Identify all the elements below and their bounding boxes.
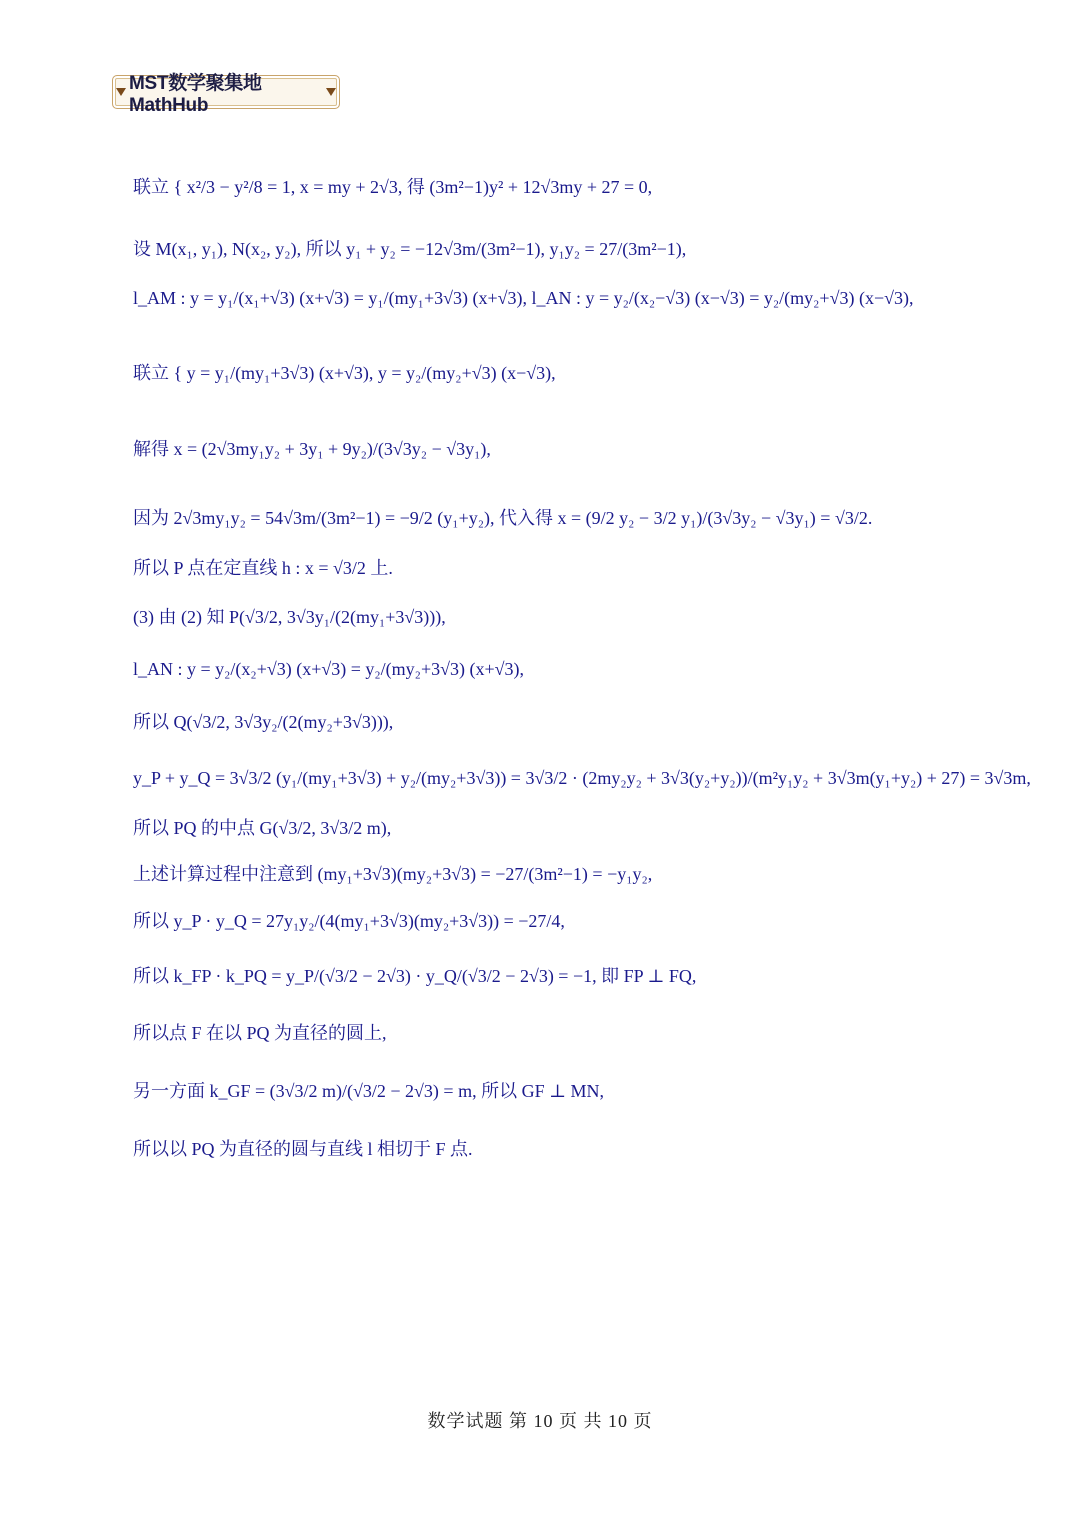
- solution-line: 另一方面 k_GF = (3√3/2 m)/(√3/2 − 2√3) = m, 所以 GF ⊥ MN,: [133, 1081, 605, 1101]
- solution-line: 上述计算过程中注意到 (my₁+3√3)(my₂+3√3) = −27/(3m²−1) = −y₁y₂,: [133, 864, 653, 884]
- solution-line: 所以 PQ 的中点 G(√3/2, 3√3/2 m),: [133, 818, 392, 838]
- page-footer: 数学试题 第 10 页 共 10 页: [427, 1411, 653, 1431]
- solution-line: y_P + y_Q = 3√3/2 (y₁/(my₁+3√3) + y₂/(my₂+3√3)) = 3√3/2 · (2my₂y₂ + 3√3(y₂+y₂))/(m²y₁y₂ + 3√3m(y₁+y₂) + 27) = 3√3m,: [133, 768, 1031, 788]
- triangle-down-icon: [116, 88, 126, 96]
- mathhub-badge: [112, 72, 340, 116]
- solution-line: 解得 x = (2√3my₁y₂ + 3y₁ + 9y₂)/(3√3y₂ − √3y₁),: [133, 439, 491, 459]
- solution-line: 设 M(x₁, y₁), N(x₂, y₂), 所以 y₁ + y₂ = −12√3m/(3m²−1), y₁y₂ = 27/(3m²−1),: [133, 239, 687, 259]
- badge-text: MST数学聚集地MathHub: [129, 72, 262, 116]
- solution-line: 所以点 F 在以 PQ 为直径的圆上,: [133, 1023, 387, 1043]
- solution-line: 所以 P 点在定直线 h : x = √3/2 上.: [133, 558, 393, 578]
- solution-line: 所以以 PQ 为直径的圆与直线 l 相切于 F 点.: [133, 1139, 473, 1159]
- solution-line: 所以 y_P · y_Q = 27y₁y₂/(4(my₁+3√3)(my₂+3√3)) = −27/4,: [133, 911, 565, 931]
- solution-line: 联立 { x²/3 − y²/8 = 1, x = my + 2√3, 得 (3m²−1)y² + 12√3my + 27 = 0,: [133, 177, 653, 197]
- solution-line: 联立 { y = y₁/(my₁+3√3) (x+√3), y = y₂/(my₂+√3) (x−√3),: [133, 363, 556, 383]
- solution-line: (3) 由 (2) 知 P(√3/2, 3√3y₁/(2(my₁+3√3))),: [133, 607, 446, 627]
- triangle-down-icon: [326, 88, 336, 96]
- solution-line: l_AM : y = y₁/(x₁+√3) (x+√3) = y₁/(my₁+3√3) (x+√3), l_AN : y = y₂/(x₂−√3) (x−√3) = y₂/(my₂+√3) (x−√3),: [133, 288, 914, 308]
- solution-line: 所以 Q(√3/2, 3√3y₂/(2(my₂+3√3))),: [133, 712, 394, 732]
- solution-line: 因为 2√3my₁y₂ = 54√3m/(3m²−1) = −9/2 (y₁+y₂), 代入得 x = (9/2 y₂ − 3/2 y₁)/(3√3y₂ − √3y₁) = √3/2.: [133, 508, 873, 528]
- solution-line: 所以 k_FP · k_PQ = y_P/(√3/2 − 2√3) · y_Q/(√3/2 − 2√3) = −1, 即 FP ⊥ FQ,: [133, 966, 697, 986]
- solution-line: l_AN : y = y₂/(x₂+√3) (x+√3) = y₂/(my₂+3√3) (x+√3),: [133, 659, 524, 679]
